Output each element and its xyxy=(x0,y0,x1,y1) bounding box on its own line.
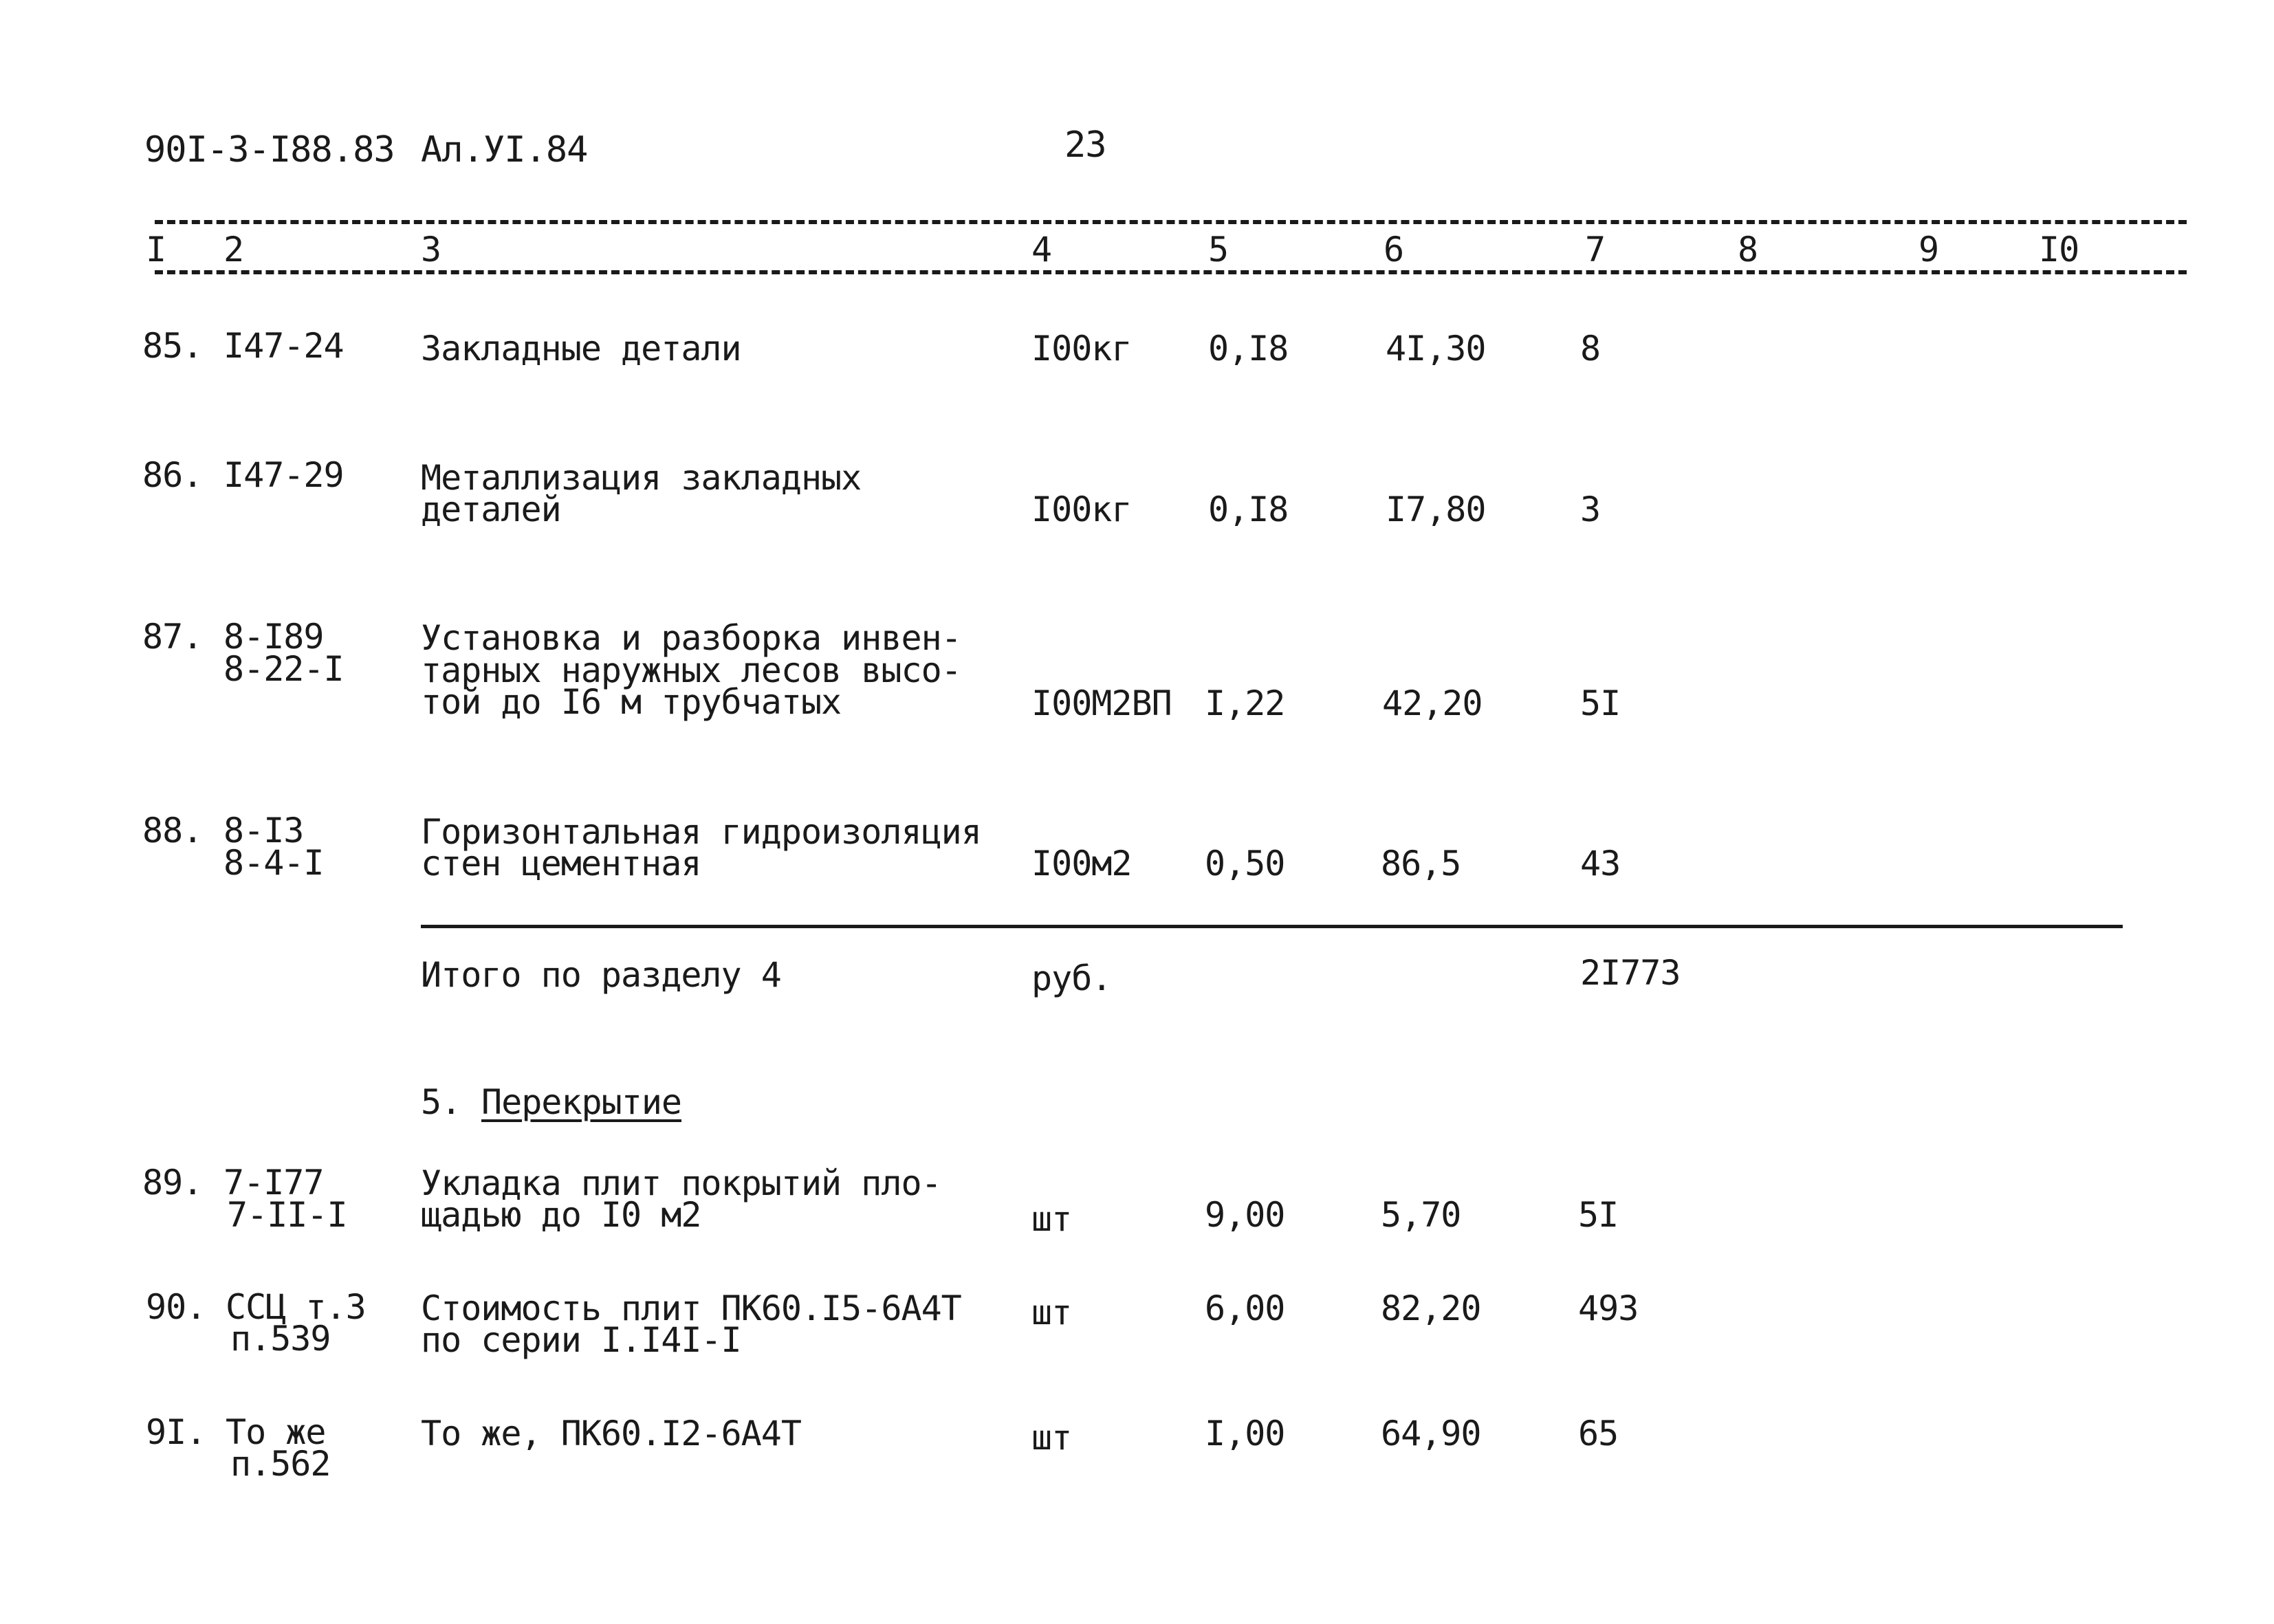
row-description: Закладные детали xyxy=(421,329,741,369)
row-quantity: 0,I8 xyxy=(1208,490,1289,529)
row-number: 89. xyxy=(142,1163,203,1203)
row-code: 7-II-I xyxy=(227,1195,347,1235)
row-code: 8-4-I xyxy=(223,843,324,883)
row-description: Горизонтальная гидроизоляция xyxy=(421,812,981,852)
row-unit: шт xyxy=(1031,1418,1072,1458)
row-code: I47-29 xyxy=(223,455,344,495)
row-price: I7,80 xyxy=(1386,490,1486,529)
column-header-4: 4 xyxy=(1031,230,1052,270)
header-top-rule xyxy=(155,220,2187,224)
row-price: 82,20 xyxy=(1381,1288,1481,1328)
album-number: Ал.УI.84 xyxy=(421,129,588,171)
section-number: 5. xyxy=(421,1082,461,1122)
row-price: 64,90 xyxy=(1381,1414,1481,1453)
row-unit: I00кг xyxy=(1031,490,1132,529)
page-number: 23 xyxy=(1064,124,1106,166)
row-quantity: 0,50 xyxy=(1205,844,1285,884)
header-bottom-rule xyxy=(155,270,2187,274)
row-description: Установка и разборка инвен- xyxy=(421,618,961,658)
document-code: 90I-3-I88.83 xyxy=(144,129,395,171)
row-code: ССЦ т.3 xyxy=(226,1287,366,1327)
row-unit: I00кг xyxy=(1031,329,1132,369)
row-quantity: 9,00 xyxy=(1205,1195,1285,1235)
row-price: 5,70 xyxy=(1381,1195,1461,1235)
row-code: 8-I3 xyxy=(223,811,304,851)
row-code: 7-I77 xyxy=(223,1163,324,1203)
row-cost: 3 xyxy=(1580,490,1601,529)
column-header-1: I xyxy=(146,230,166,270)
column-header-8: 8 xyxy=(1738,230,1758,270)
section-title: Перекрытие xyxy=(481,1082,682,1122)
row-description: Металлизация закладных xyxy=(421,458,862,498)
row-code: п.539 xyxy=(230,1319,331,1359)
row-description: Стоимость плит ПК60.I5-6А4Т xyxy=(421,1288,961,1328)
row-number: 86. xyxy=(142,455,203,495)
row-cost: 5I xyxy=(1580,683,1621,723)
row-code: 8-22-I xyxy=(223,649,344,689)
total-unit: руб. xyxy=(1031,958,1112,998)
row-unit: шт xyxy=(1031,1199,1072,1239)
total-cost: 2I773 xyxy=(1580,953,1681,993)
row-quantity: I,00 xyxy=(1205,1414,1285,1453)
row-description: той до I6 м трубчатых xyxy=(421,682,842,722)
row-quantity: 0,I8 xyxy=(1208,329,1289,369)
row-code: п.562 xyxy=(230,1444,331,1484)
column-header-3: 3 xyxy=(421,230,441,270)
row-price: 86,5 xyxy=(1381,844,1461,884)
total-label: Итого по разделу 4 xyxy=(421,955,781,995)
row-number: 88. xyxy=(142,811,203,851)
row-quantity: I,22 xyxy=(1205,683,1285,723)
row-code: То же xyxy=(226,1412,326,1452)
row-number: 9I. xyxy=(146,1412,206,1452)
column-header-7: 7 xyxy=(1585,230,1606,270)
row-code: 8-I89 xyxy=(223,617,324,657)
row-unit: I00М2ВП xyxy=(1031,683,1172,723)
row-number: 87. xyxy=(142,617,203,657)
row-description: щадью до I0 м2 xyxy=(421,1195,701,1235)
column-header-2: 2 xyxy=(223,230,244,270)
row-description: деталей xyxy=(421,490,561,529)
row-code: I47-24 xyxy=(223,326,344,366)
row-description: Укладка плит покрытий пло- xyxy=(421,1163,941,1203)
row-number: 90. xyxy=(146,1287,206,1327)
column-header-5: 5 xyxy=(1208,230,1229,270)
row-price: 42,20 xyxy=(1382,683,1483,723)
column-header-10: I0 xyxy=(2039,230,2079,270)
row-unit: шт xyxy=(1031,1293,1072,1332)
row-cost: 493 xyxy=(1578,1288,1639,1328)
row-cost: 5I xyxy=(1578,1195,1619,1235)
row-quantity: 6,00 xyxy=(1205,1288,1285,1328)
column-header-6: 6 xyxy=(1384,230,1404,270)
row-description: тарных наружных лесов высо- xyxy=(421,650,961,690)
column-header-9: 9 xyxy=(1918,230,1939,270)
row-price: 4I,30 xyxy=(1386,329,1486,369)
row-cost: 43 xyxy=(1580,844,1621,884)
row-number: 85. xyxy=(142,326,203,366)
row-cost: 65 xyxy=(1578,1414,1619,1453)
row-description: стен цементная xyxy=(421,844,701,884)
row-description: по серии I.I4I-I xyxy=(421,1320,741,1360)
total-rule xyxy=(421,925,2123,928)
row-description: То же, ПК60.I2-6А4Т xyxy=(421,1414,801,1453)
row-unit: I00м2 xyxy=(1031,844,1132,884)
row-cost: 8 xyxy=(1580,329,1601,369)
